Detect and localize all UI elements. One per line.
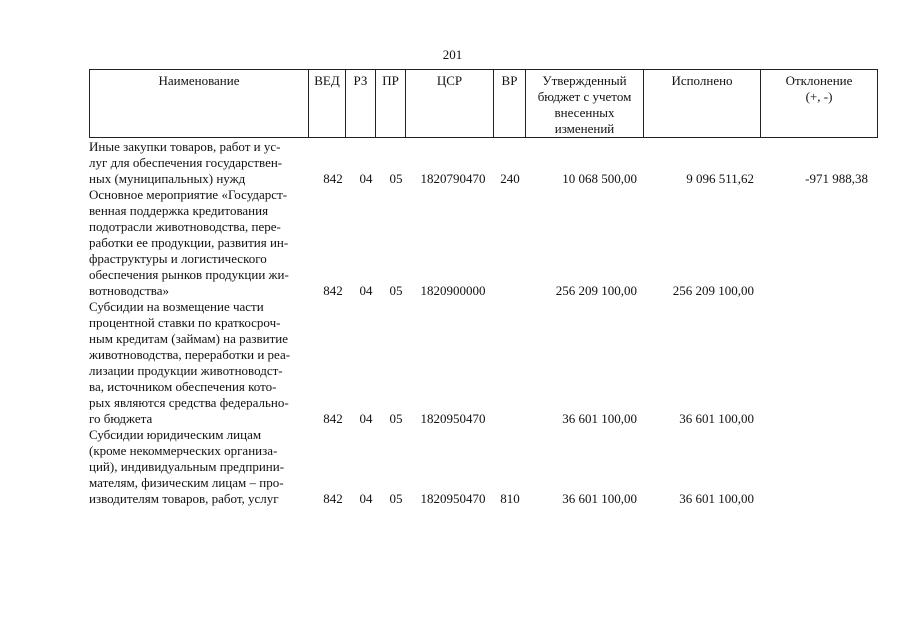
cell-executed: 36 601 100,00 (679, 411, 754, 426)
header-approved-line: внесенных (554, 105, 615, 120)
cell-pr: 05 (389, 283, 403, 298)
row-name-line: Основное мероприятие «Государст- (89, 187, 288, 202)
cell-ved: 842 (323, 171, 343, 186)
header-deviation-line: Отклонение (785, 73, 853, 88)
row-name-line: животноводства, переработки и реа- (89, 347, 291, 362)
row-name-line: подотрасли животноводства, пере- (89, 219, 281, 234)
row-name-line: изводителям товаров, работ, услуг (89, 491, 279, 506)
row-name-line: ва, источником обеспечения кото- (89, 379, 277, 394)
row-name-line: обеспечения рынков продукции жи- (89, 267, 289, 282)
header-approved-line: бюджет с учетом (537, 89, 632, 104)
cell-csr: 1820900000 (420, 283, 486, 298)
cell-csr: 1820950470 (420, 411, 486, 426)
cell-deviation: -971 988,38 (805, 171, 868, 186)
cell-rz: 04 (359, 411, 373, 426)
row-name-line: рых являются средства федерально- (89, 395, 289, 410)
cell-pr: 05 (389, 411, 403, 426)
cell-rz: 04 (359, 491, 373, 506)
header-pr: ПР (376, 70, 406, 138)
row-name-line: фраструктуры и логистического (89, 251, 267, 266)
cell-approved: 36 601 100,00 (562, 411, 637, 426)
row-name-line: Иные закупки товаров, работ и ус- (89, 139, 281, 154)
cell-approved: 256 209 100,00 (555, 283, 637, 298)
cell-csr: 1820950470 (420, 491, 486, 506)
header-ved: ВЕД (309, 70, 346, 138)
cell-vr: 810 (500, 491, 520, 506)
row-name (89, 299, 311, 427)
row-name (89, 139, 311, 187)
row-name-line: ным кредитам (займам) на развитие (89, 331, 289, 346)
cell-ved: 842 (323, 411, 343, 426)
header-executed: Исполнено (644, 70, 761, 138)
row-name-line: го бюджета (89, 411, 153, 426)
row-name-line: ций), индивидуальным предприни- (89, 459, 285, 474)
cell-ved: 842 (323, 283, 343, 298)
header-deviation-line: (+, -) (805, 89, 833, 104)
cell-pr: 05 (389, 491, 403, 506)
row-name (89, 427, 311, 507)
header-approved-line: изменений (554, 121, 615, 136)
row-name-line: лизации продукции животноводст- (89, 363, 283, 378)
cell-approved: 36 601 100,00 (562, 491, 637, 506)
row-name-line: луг для обеспечения государствен- (89, 155, 283, 170)
cell-csr: 1820790470 (420, 171, 486, 186)
cell-vr: 240 (500, 171, 520, 186)
header-rz: РЗ (346, 70, 376, 138)
cell-executed: 9 096 511,62 (686, 171, 754, 186)
row-name-line: работки ее продукции, развития ин- (89, 235, 289, 250)
cell-rz: 04 (359, 171, 373, 186)
cell-executed: 256 209 100,00 (672, 283, 754, 298)
row-name-line: вотноводства» (89, 283, 169, 298)
row-name-line: Субсидии на возмещение части (89, 299, 264, 314)
cell-ved: 842 (323, 491, 343, 506)
header-deviation (761, 70, 878, 138)
page-number: 201 (442, 47, 463, 62)
header-approved-line: Утвержденный (542, 73, 627, 88)
cell-approved: 10 068 500,00 (562, 171, 637, 186)
row-name-line: Субсидии юридическим лицам (89, 427, 262, 442)
row-name-line: (кроме некоммерческих организа- (89, 443, 278, 458)
header-name: Наименование (90, 70, 309, 138)
cell-pr: 05 (389, 171, 403, 186)
header-vr: ВР (494, 70, 526, 138)
header-approved-budget (526, 70, 644, 138)
row-name (89, 187, 311, 299)
row-name-line: венная поддержка кредитования (89, 203, 269, 218)
row-name-line: процентной ставки по краткосроч- (89, 315, 281, 330)
cell-rz: 04 (359, 283, 373, 298)
header-csr: ЦСР (406, 70, 494, 138)
row-name-line: мателям, физическим лицам – про- (89, 475, 284, 490)
row-name-line: ных (муниципальных) нужд (89, 171, 246, 186)
table-header (89, 69, 878, 138)
cell-executed: 36 601 100,00 (679, 491, 754, 506)
